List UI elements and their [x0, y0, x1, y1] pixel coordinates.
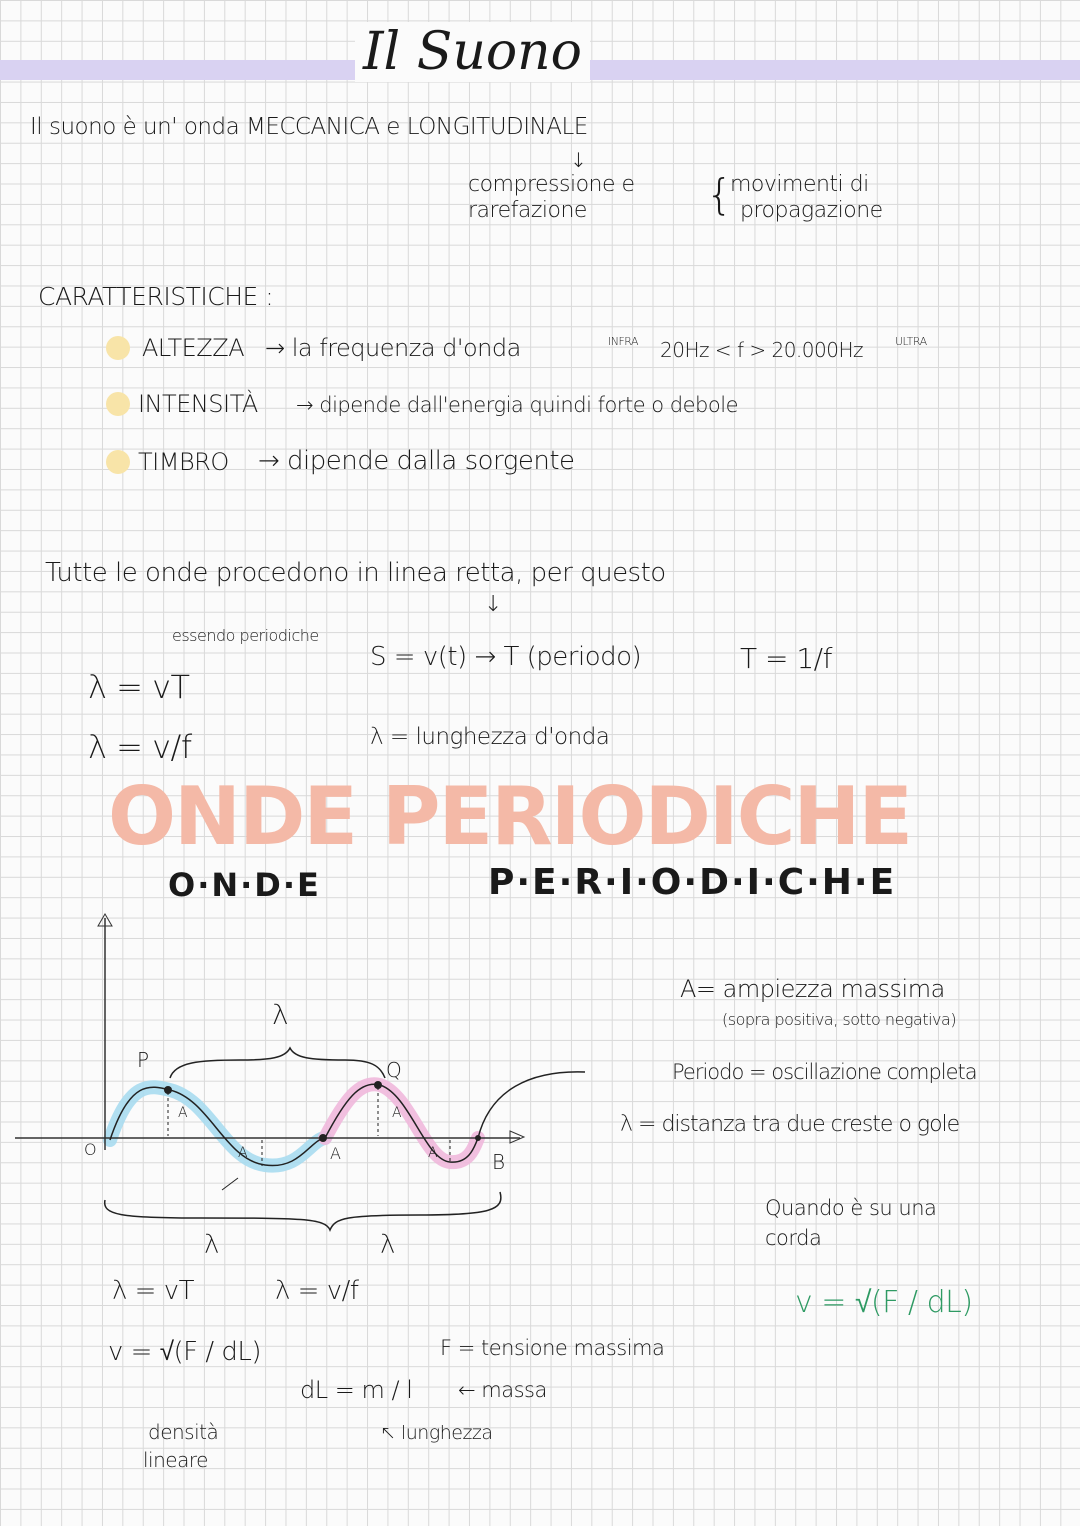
amplitude-note: A= ampiezza massima: [680, 975, 945, 1003]
page-title: Il Suono: [355, 22, 590, 82]
amplitude-subnote: (sopra positiva, sotto negativa): [722, 1010, 957, 1029]
string-note-1: Quando è su una: [765, 1196, 937, 1220]
rarefaction-text: rarefazione: [468, 198, 587, 223]
lambda-left-label: λ: [204, 1230, 219, 1260]
point-a-label: A: [330, 1144, 341, 1163]
timbro-text: → dipende dalla sorgente: [258, 446, 575, 476]
density-label-2: lineare: [143, 1448, 208, 1472]
lambda-top-label: λ: [272, 998, 289, 1031]
waves-line: Tutte le onde procedono in linea retta, per questo: [45, 558, 666, 588]
timbro-label: TIMBRO: [138, 448, 229, 476]
intensita-text: → dipende dall'energia quindi forte o debole: [296, 393, 738, 417]
propagation-text: propagazione: [740, 198, 883, 223]
origin-label: O: [84, 1140, 97, 1159]
length-note: ↖ lunghezza: [380, 1422, 493, 1444]
t-formula: T = 1/f: [740, 642, 832, 675]
altezza-label: ALTEZZA: [142, 334, 245, 362]
point-b-label: B: [492, 1150, 505, 1174]
velocity-formula: v = √(F / dL): [108, 1337, 261, 1367]
frequency-range: 20Hz < f > 20.000Hz: [660, 338, 863, 362]
down-arrow-icon: ↓: [570, 148, 587, 172]
lambda-formula-1: λ = vT: [88, 668, 190, 706]
periodic-note: essendo periodiche: [172, 626, 319, 645]
amplitude-label: A: [178, 1105, 188, 1121]
linear-density-formula: dL = m / l: [300, 1376, 413, 1404]
density-label-1: densità: [148, 1420, 219, 1444]
compression-text: compressione e: [468, 172, 635, 197]
section-title-background: ONDE PERIODICHE: [108, 770, 912, 863]
movement-text: movimenti di: [730, 172, 869, 197]
intro-line: Il suono è un' onda MECCANICA e LONGITUDINALE: [30, 114, 588, 140]
section-word-1: O·N·D·E: [168, 866, 321, 904]
point-p-label: P: [137, 1048, 149, 1072]
mass-note: ← massa: [458, 1378, 547, 1402]
point-q-label: Q: [386, 1058, 402, 1082]
down-arrow-icon: ↓: [484, 592, 502, 617]
lambda-definition: λ = lunghezza d'onda: [370, 724, 610, 750]
bottom-lambda-formula-1: λ = vT: [112, 1276, 194, 1306]
intensita-label: INTENSITÀ: [138, 390, 258, 418]
amplitude-label: A: [238, 1145, 248, 1161]
infra-label: INFRA: [608, 335, 639, 348]
characteristics-heading: CARATTERISTICHE :: [38, 282, 274, 311]
string-note-2: corda: [765, 1226, 822, 1250]
amplitude-label: A: [428, 1145, 438, 1161]
ultra-label: ULTRA: [895, 335, 927, 348]
lambda-right-label: λ: [380, 1230, 395, 1260]
period-note: Periodo = oscillazione completa: [672, 1060, 977, 1084]
lambda-note: λ = distanza tra due creste o gole: [620, 1112, 960, 1137]
string-velocity-formula: v = √(F / dL): [795, 1285, 973, 1320]
section-word-2: P·E·R·I·O·D·I·C·H·E: [488, 862, 897, 903]
tension-note: F = tensione massima: [440, 1336, 665, 1360]
amplitude-label: A: [392, 1105, 402, 1121]
altezza-text: → la frequenza d'onda: [265, 334, 521, 362]
brace-icon: {: [706, 170, 733, 219]
bottom-lambda-formula-2: λ = v/f: [275, 1276, 359, 1306]
lambda-formula-2: λ = v/f: [88, 728, 192, 766]
s-formula: S = v(t) → T (periodo): [370, 642, 642, 672]
